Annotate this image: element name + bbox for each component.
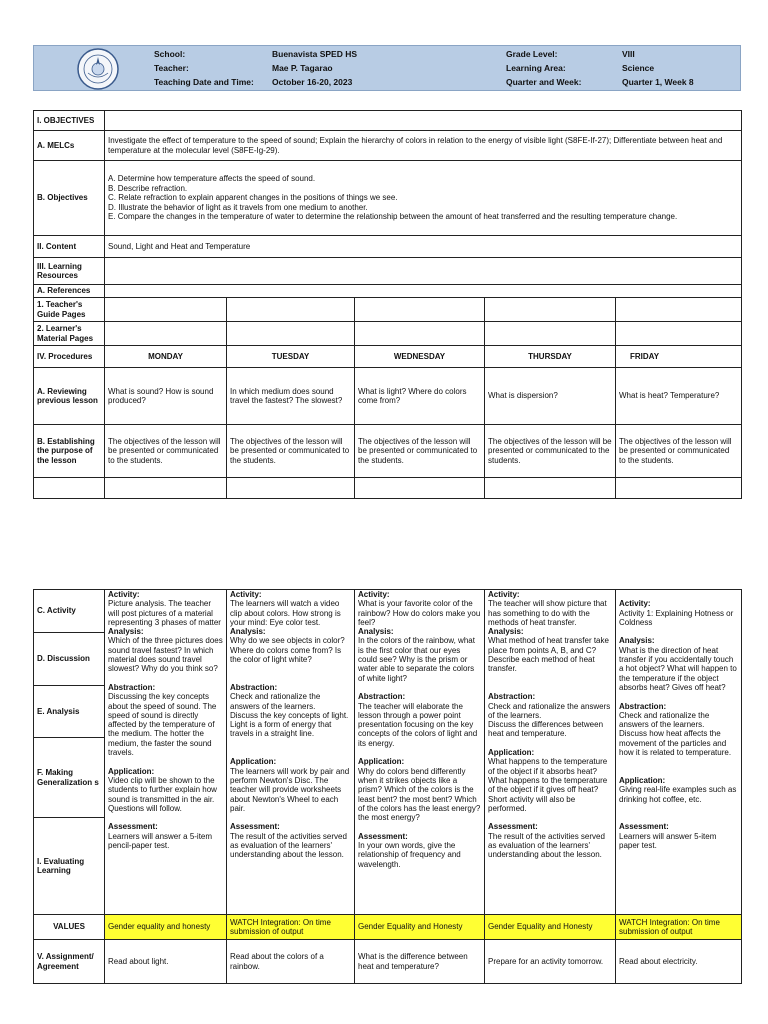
day-friday: FRIDAY	[616, 346, 742, 368]
teaching-date-value: October 16-20, 2023	[272, 77, 353, 87]
values-label: VALUES	[34, 915, 105, 940]
section-heading: Analysis:	[230, 627, 266, 637]
section-heading: Application:	[230, 757, 277, 767]
purpose-tuesday: The objectives of the lesson will be presented or communicated to the students.	[227, 425, 355, 478]
learning-resources-cell	[105, 258, 742, 285]
day-thursday: THURSDAY	[485, 346, 616, 368]
grade-level-label: Grade Level:	[506, 49, 558, 59]
table-cell	[616, 478, 742, 499]
assignment-friday: Read about electricity.	[616, 940, 742, 984]
table-cell	[227, 322, 355, 346]
procedures-thursday-text: Activity: The teacher will show picture that has something to do with the methods of heat transfer. Analysis: What method of heat transfer take place from points A, B, and C? Describe each method of heat transfer. Abstraction: Check and rationalize the answers of the learners. Discuss the differences between heat and temperature. Application: What happens to the temperature of the object if it absorbs heat? What happens to the temperature of the object if it gives off heat? Short activity will also be performed. Assessment: The result of the activities served as evaluation of the learners' understanding about the lesson.	[488, 590, 611, 860]
section-heading: Assessment:	[619, 822, 669, 832]
section-heading: Assessment:	[230, 822, 280, 832]
section-heading: Analysis:	[488, 627, 524, 637]
purpose-label: B. Establishing the purpose of the lesson	[34, 425, 105, 478]
table-cell	[355, 322, 485, 346]
reviewing-monday: What is sound? How is sound produced?	[105, 368, 227, 425]
purpose-friday: The objectives of the lesson will be presented or communicated to the students.	[616, 425, 742, 478]
procedures-wednesday-text: Activity: What is your favorite color of the rainbow? How do colors make you feel? Analysis: In the colors of the rainbow, what is the first color that our eyes could see? Why is the prism or water able to separate the colors of white light? Abstraction: The teacher will elaborate the lesson through a power point presentation focusing on the key concepts of the colors of light and its energy. Application: Why do colors bend differently when it strikes objects like a prism? Which of the colors is the least bent? the most bent? Which of the colors has the least energy? the most energy? Assessment: In your own words, give the relationship of frequency and wavelength.	[358, 590, 481, 869]
section-heading: Abstraction:	[108, 682, 156, 692]
learning-area-value: Science	[622, 63, 655, 73]
procedures-tuesday-text: Activity: The learners will watch a video clip about colors. How strong is your mind: Eye color test. Analysis: Why do we see objects in color? Where do colors come from? Is the color of light white? Abstraction: Check and rationalize the answers of the learners. Discuss the key concepts of light. Light is a form of energy that travels in a straight line. Application: The learners will work by pair and perform Newton's Disc. The teacher will provide worksheets about Newton's Wheel to each pair. Assessment: The result of the activities served as evaluation of the learners' understanding about the lesson.	[230, 590, 350, 860]
b-objectives-text: A. Determine how temperature affects the speed of sound. B. Describe refraction. C. Relate refraction to explain apparent changes in the positions of things we see. D. Illustrate the behavior of light as it travels from one medium to another. E. Compare the changes in the temperature of water to determine the relationship between the amount of heat transferred and the resulting temperature change.	[105, 161, 742, 236]
table-cell	[105, 322, 227, 346]
section-heading: Application:	[358, 757, 405, 767]
section-heading: Analysis:	[358, 627, 394, 637]
table-cell	[485, 298, 616, 322]
section-heading: Application:	[488, 748, 535, 758]
day-tuesday: TUESDAY	[227, 346, 355, 368]
table-cell	[485, 322, 616, 346]
assignment-monday: Read about light.	[105, 940, 227, 984]
section-heading: Application:	[619, 775, 666, 785]
activity-label: C. Activity	[34, 590, 105, 633]
procedures-wednesday	[355, 590, 485, 915]
table-cell	[34, 478, 105, 499]
procedures-friday	[616, 590, 742, 915]
table-cell	[355, 298, 485, 322]
content-label: II. Content	[34, 236, 105, 258]
school-header	[33, 45, 741, 91]
deped-seal-icon	[76, 47, 120, 91]
section-heading: Analysis:	[619, 636, 655, 646]
table-cell	[227, 478, 355, 499]
day-monday: MONDAY	[105, 346, 227, 368]
references-label: A. References	[34, 285, 105, 298]
values-tuesday: WATCH Integration: On time submission of output	[227, 915, 355, 940]
procedures-monday-text: Activity: Picture analysis. The teacher will post pictures of a material representing 3 phases of matter Analysis: Which of the three pictures does sound travel fastest? In which material does sound travel slowest? Why do you think so? Abstraction: Discussing the key concepts about the speed of sound. The speed of sound is directly affected by the temperature of the medium. The hotter the medium, the faster the sound travels. Application: Video clip will be shown to the students to further explain how sound is transmitted in the air. Questions will follow. Assessment: Learners will answer a 5-item pencil-paper test.	[108, 590, 223, 851]
school-label: School:	[154, 49, 186, 59]
procedures-friday-text: Activity: Activity 1: Explaining Hotness or Coldness Analysis: What is the direction of heat transfer if you accidentally touch a hot object? What will happen to the temperature if the object absorbs heat? Gives off heat? Abstraction: Check and rationalize the answers of the learners. Discuss how heat affects the movement of the particles and how it is related to temperature. Application: Giving real-life examples such as drinking hot coffee, etc. Assessment: Learners will answer 5-item paper test.	[619, 599, 737, 851]
procedures-tuesday	[227, 590, 355, 915]
learning-area-label: Learning Area:	[506, 63, 566, 73]
content-text: Sound, Light and Heat and Temperature	[105, 236, 742, 258]
section-heading: Activity:	[488, 590, 520, 599]
values-thursday: Gender Equality and Honesty	[485, 915, 616, 940]
table-cell	[105, 478, 227, 499]
section-heading: Activity:	[619, 599, 651, 609]
teaching-date-label: Teaching Date and Time:	[154, 77, 254, 87]
section-heading: Assessment:	[108, 822, 158, 832]
reviewing-tuesday: In which medium does sound travel the fastest? The slowest?	[227, 368, 355, 425]
day-wednesday: WEDNESDAY	[355, 346, 485, 368]
objectives-cell	[105, 111, 742, 131]
references-cell	[105, 285, 742, 298]
reviewing-thursday: What is dispersion?	[485, 368, 616, 425]
table-cell	[616, 322, 742, 346]
assignment-tuesday: Read about the colors of a rainbow.	[227, 940, 355, 984]
section-heading: Activity:	[358, 590, 390, 599]
quarter-week-label: Quarter and Week:	[506, 77, 582, 87]
teacher-label: Teacher:	[154, 63, 189, 73]
table-cell	[105, 298, 227, 322]
section-heading: Abstraction:	[230, 682, 278, 692]
assignment-wednesday: What is the difference between heat and temperature?	[355, 940, 485, 984]
learners-material-label: 2. Learner's Material Pages	[34, 322, 105, 346]
grade-level-value: VIII	[622, 49, 635, 59]
teachers-guide-label: 1. Teacher's Guide Pages	[34, 298, 105, 322]
values-friday: WATCH Integration: On time submission of output	[616, 915, 742, 940]
section-heading: Assessment:	[358, 831, 408, 841]
melcs-text: Investigate the effect of temperature to the speed of sound; Explain the hierarchy of colors in relation to the energy of visible light (S8FE-If-27); Differentiate between heat and temperature at the molecular level (S8FE-Ig-29).	[105, 131, 742, 161]
discussion-label: D. Discussion	[34, 633, 105, 686]
lesson-plan-table-bottom	[33, 589, 742, 984]
table-cell	[227, 298, 355, 322]
analysis-label: E. Analysis	[34, 686, 105, 738]
learning-resources-label: III. Learning Resources	[34, 258, 105, 285]
procedures-label: IV. Procedures	[34, 346, 105, 368]
section-heading: Application:	[108, 766, 155, 776]
values-monday: Gender equality and honesty	[105, 915, 227, 940]
purpose-thursday: The objectives of the lesson will be presented or communicated to the students.	[485, 425, 616, 478]
lesson-plan-table-top	[33, 110, 742, 499]
section-heading: Analysis:	[108, 627, 144, 637]
procedures-monday	[105, 590, 227, 915]
assignment-thursday: Prepare for an activity tomorrow.	[485, 940, 616, 984]
objectives-label: I. OBJECTIVES	[34, 111, 105, 131]
b-objectives-label: B. Objectives	[34, 161, 105, 236]
table-cell	[355, 478, 485, 499]
section-heading: Activity:	[108, 590, 140, 599]
reviewing-wednesday: What is light? Where do colors come from?	[355, 368, 485, 425]
reviewing-friday: What is heat? Temperature?	[616, 368, 742, 425]
section-heading: Abstraction:	[619, 701, 667, 711]
section-heading: Activity:	[230, 590, 262, 599]
reviewing-label: A. Reviewing previous lesson	[34, 368, 105, 425]
table-cell	[485, 478, 616, 499]
teacher-value: Mae P. Tagarao	[272, 63, 333, 73]
purpose-wednesday: The objectives of the lesson will be presented or communicated to the students.	[355, 425, 485, 478]
section-heading: Abstraction:	[358, 692, 406, 702]
section-heading: Assessment:	[488, 822, 538, 832]
melcs-label: A. MELCs	[34, 131, 105, 161]
evaluating-label: I. Evaluating Learning	[34, 818, 105, 915]
generalization-label: F. Making Generalization s	[34, 738, 105, 818]
assignment-label: V. Assignment/ Agreement	[34, 940, 105, 984]
section-heading: Abstraction:	[488, 692, 536, 702]
table-cell	[616, 298, 742, 322]
quarter-week-value: Quarter 1, Week 8	[622, 77, 694, 87]
purpose-monday: The objectives of the lesson will be presented or communicated to the students.	[105, 425, 227, 478]
school-value: Buenavista SPED HS	[272, 49, 358, 59]
procedures-thursday	[485, 590, 616, 915]
values-wednesday: Gender Equality and Honesty	[355, 915, 485, 940]
